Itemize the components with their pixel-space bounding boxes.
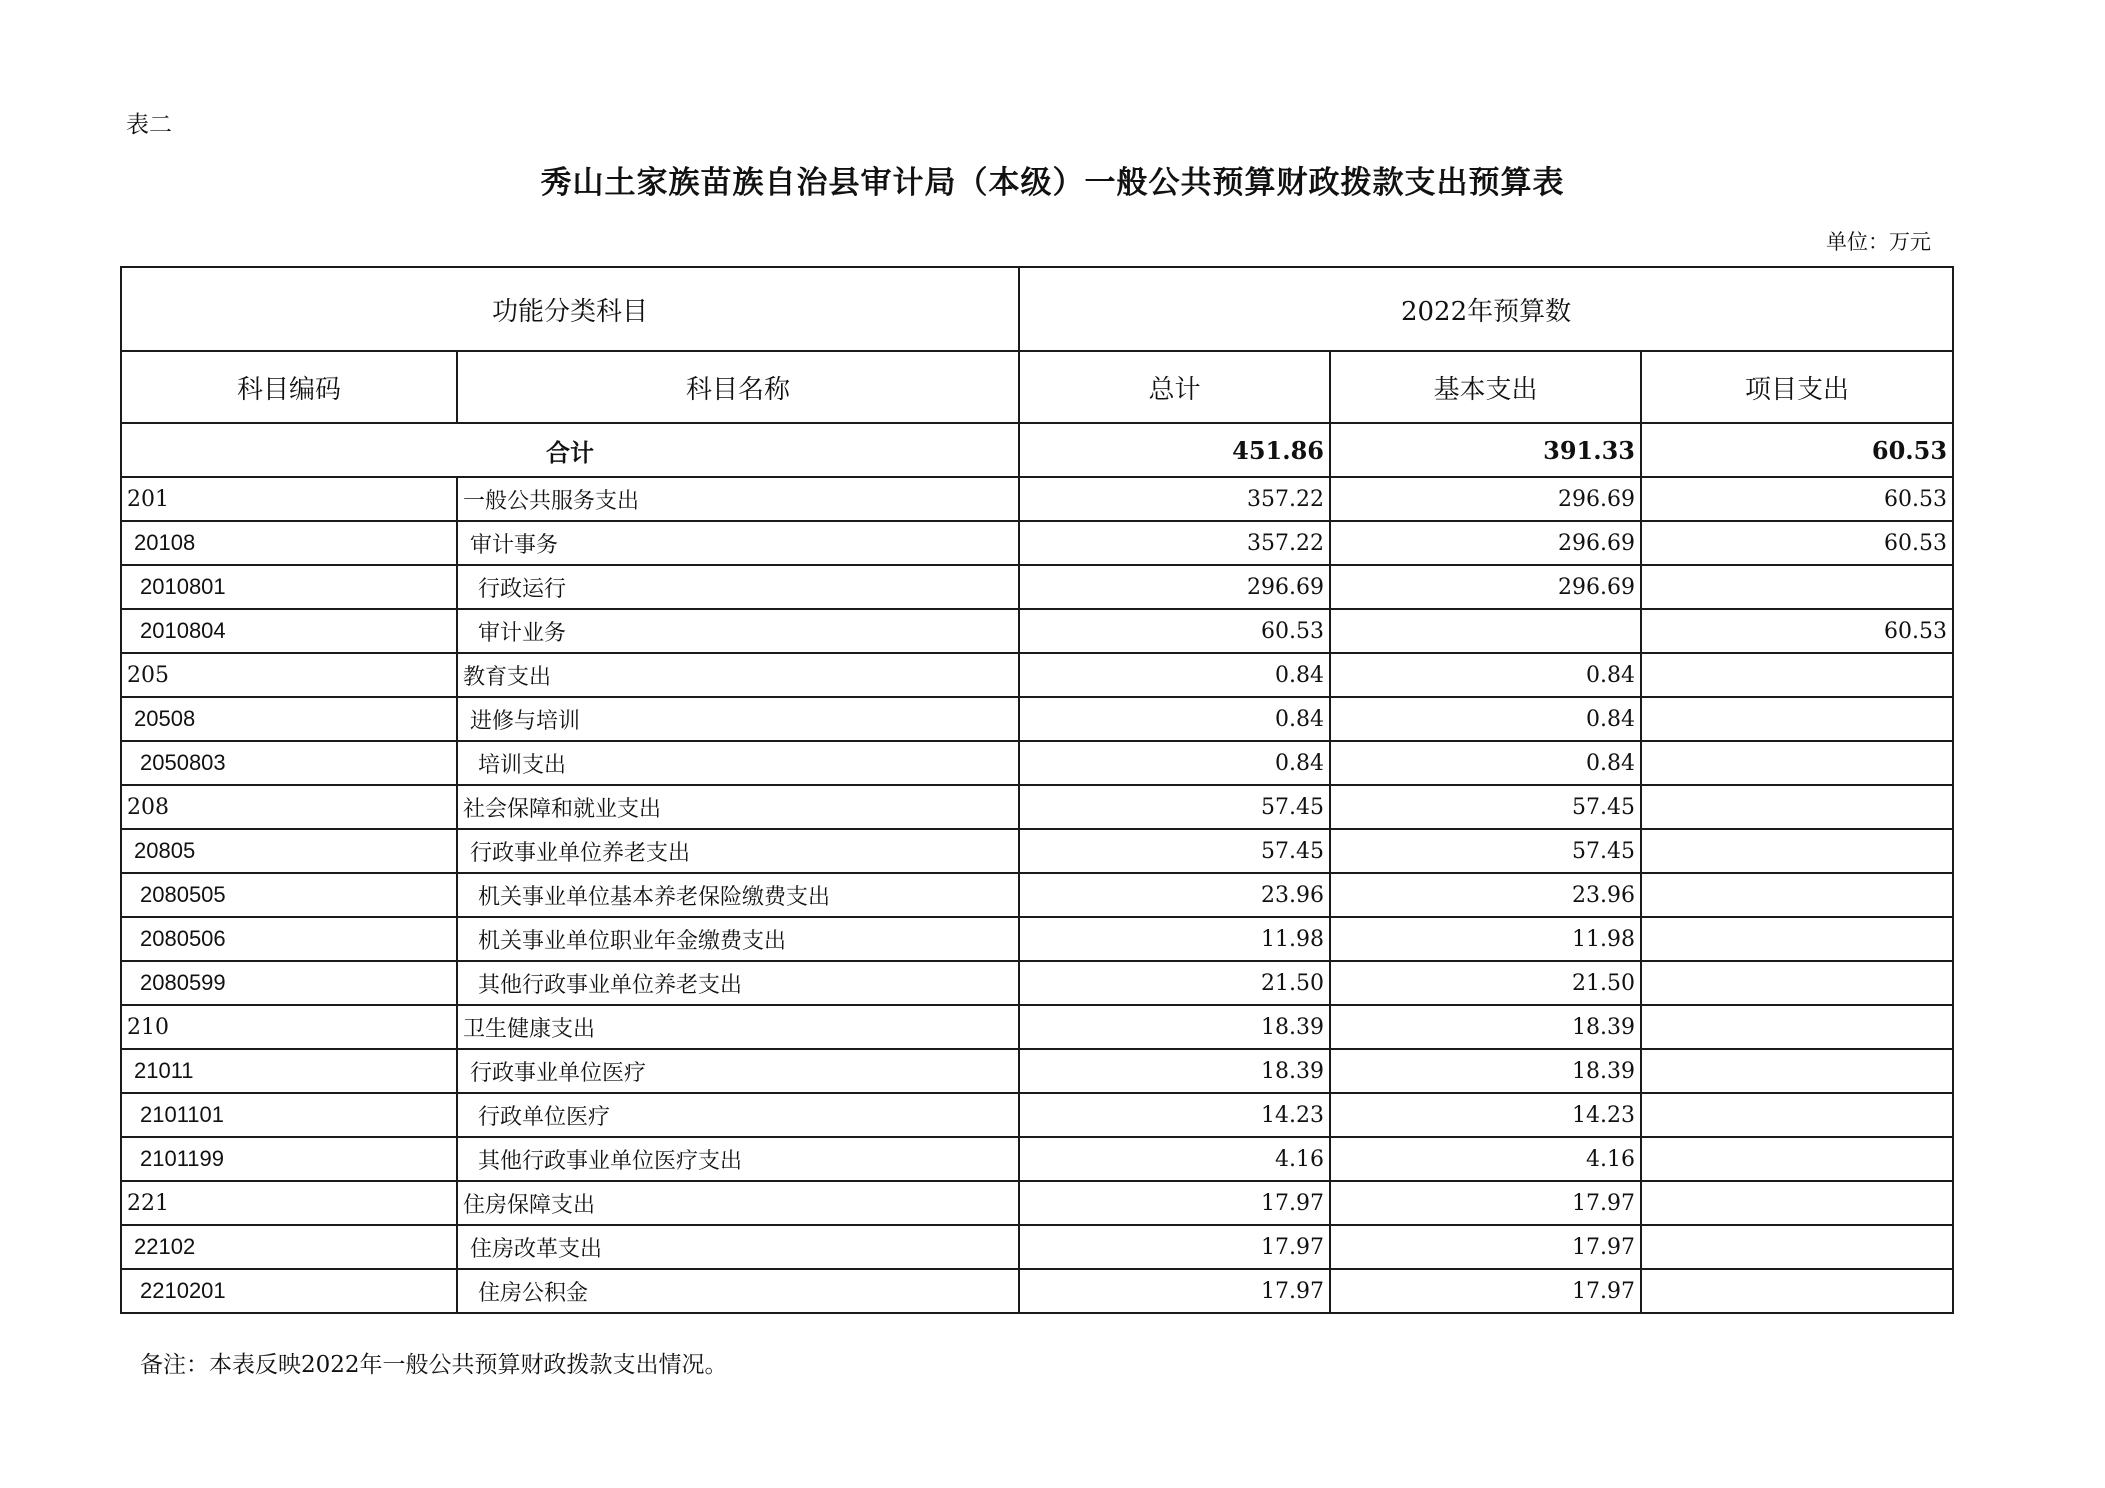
cell-project xyxy=(1641,1093,1953,1137)
cell-project xyxy=(1641,961,1953,1005)
cell-total: 14.23 xyxy=(1019,1093,1330,1137)
header-code: 科目编码 xyxy=(121,351,457,423)
cell-name: 卫生健康支出 xyxy=(457,1005,1019,1049)
cell-project xyxy=(1641,917,1953,961)
cell-project xyxy=(1641,785,1953,829)
cell-code: 2050803 xyxy=(121,741,457,785)
cell-name: 机关事业单位职业年金缴费支出 xyxy=(457,917,1019,961)
table-row xyxy=(121,477,1953,521)
cell-total: 0.84 xyxy=(1019,741,1330,785)
cell-total: 296.69 xyxy=(1019,565,1330,609)
header-budget-2022: 2022年预算数 xyxy=(1019,267,1953,351)
cell-basic xyxy=(1330,609,1641,653)
cell-basic: 296.69 xyxy=(1330,521,1641,565)
cell-name: 培训支出 xyxy=(457,741,1019,785)
cell-total: 21.50 xyxy=(1019,961,1330,1005)
cell-total: 60.53 xyxy=(1019,609,1330,653)
cell-code: 2010804 xyxy=(121,609,457,653)
cell-name: 住房改革支出 xyxy=(457,1225,1019,1269)
cell-basic: 0.84 xyxy=(1330,697,1641,741)
total-cell-basic: 391.33 xyxy=(1330,423,1641,477)
table-row xyxy=(121,1269,1953,1313)
table-row xyxy=(121,1137,1953,1181)
total-cell-total: 451.86 xyxy=(1019,423,1330,477)
table-label: 表二 xyxy=(126,112,172,138)
cell-code: 201 xyxy=(121,477,457,521)
cell-basic: 57.45 xyxy=(1330,785,1641,829)
cell-code: 2101199 xyxy=(121,1137,457,1181)
cell-code: 210 xyxy=(121,1005,457,1049)
table-row xyxy=(121,829,1953,873)
cell-project xyxy=(1641,565,1953,609)
table-row xyxy=(121,741,1953,785)
cell-project: 60.53 xyxy=(1641,477,1953,521)
cell-basic: 17.97 xyxy=(1330,1269,1641,1313)
cell-project xyxy=(1641,1181,1953,1225)
cell-code: 2080506 xyxy=(121,917,457,961)
cell-total: 17.97 xyxy=(1019,1225,1330,1269)
cell-basic: 0.84 xyxy=(1330,653,1641,697)
cell-name: 住房公积金 xyxy=(457,1269,1019,1313)
cell-basic: 296.69 xyxy=(1330,565,1641,609)
cell-name: 机关事业单位基本养老保险缴费支出 xyxy=(457,873,1019,917)
table-row xyxy=(121,521,1953,565)
cell-basic: 23.96 xyxy=(1330,873,1641,917)
cell-total: 17.97 xyxy=(1019,1181,1330,1225)
cell-project xyxy=(1641,873,1953,917)
table-row xyxy=(121,961,1953,1005)
cell-name: 社会保障和就业支出 xyxy=(457,785,1019,829)
cell-code: 21011 xyxy=(121,1049,457,1093)
cell-name: 行政运行 xyxy=(457,565,1019,609)
cell-code: 2101101 xyxy=(121,1093,457,1137)
cell-name: 进修与培训 xyxy=(457,697,1019,741)
cell-code: 2080599 xyxy=(121,961,457,1005)
cell-project xyxy=(1641,1005,1953,1049)
table-row xyxy=(121,1093,1953,1137)
cell-name: 教育支出 xyxy=(457,653,1019,697)
cell-total: 357.22 xyxy=(1019,477,1330,521)
page-title: 秀山土家族苗族自治县审计局（本级）一般公共预算财政拨款支出预算表 xyxy=(540,165,1565,201)
cell-basic: 14.23 xyxy=(1330,1093,1641,1137)
table-row xyxy=(121,609,1953,653)
cell-total: 357.22 xyxy=(1019,521,1330,565)
total-row xyxy=(121,423,1953,477)
footnote: 备注：本表反映2022年一般公共预算财政拨款支出情况。 xyxy=(140,1352,728,1378)
table-row xyxy=(121,565,1953,609)
cell-total: 4.16 xyxy=(1019,1137,1330,1181)
cell-total: 57.45 xyxy=(1019,829,1330,873)
cell-code: 2210201 xyxy=(121,1269,457,1313)
cell-project: 60.53 xyxy=(1641,609,1953,653)
table-row xyxy=(121,1225,1953,1269)
cell-basic: 4.16 xyxy=(1330,1137,1641,1181)
table-row xyxy=(121,917,1953,961)
cell-basic: 57.45 xyxy=(1330,829,1641,873)
table-row xyxy=(121,653,1953,697)
cell-project: 60.53 xyxy=(1641,521,1953,565)
header-group-row xyxy=(121,267,1953,351)
cell-code: 2080505 xyxy=(121,873,457,917)
cell-total: 18.39 xyxy=(1019,1049,1330,1093)
budget-table xyxy=(120,266,1954,1314)
cell-name: 一般公共服务支出 xyxy=(457,477,1019,521)
header-column-row xyxy=(121,351,1953,423)
cell-project xyxy=(1641,1137,1953,1181)
cell-project xyxy=(1641,653,1953,697)
cell-name: 其他行政事业单位养老支出 xyxy=(457,961,1019,1005)
table-row xyxy=(121,1049,1953,1093)
cell-project xyxy=(1641,1269,1953,1313)
cell-basic: 0.84 xyxy=(1330,741,1641,785)
header-project: 项目支出 xyxy=(1641,351,1953,423)
header-name: 科目名称 xyxy=(457,351,1019,423)
header-function-category: 功能分类科目 xyxy=(121,267,1019,351)
cell-total: 0.84 xyxy=(1019,697,1330,741)
cell-total: 57.45 xyxy=(1019,785,1330,829)
table-row xyxy=(121,697,1953,741)
cell-code: 205 xyxy=(121,653,457,697)
total-cell-project: 60.53 xyxy=(1641,423,1953,477)
cell-total: 17.97 xyxy=(1019,1269,1330,1313)
cell-basic: 18.39 xyxy=(1330,1005,1641,1049)
table-row xyxy=(121,785,1953,829)
cell-basic: 11.98 xyxy=(1330,917,1641,961)
cell-code: 2010801 xyxy=(121,565,457,609)
cell-total: 18.39 xyxy=(1019,1005,1330,1049)
header-total: 总计 xyxy=(1019,351,1330,423)
cell-basic: 18.39 xyxy=(1330,1049,1641,1093)
cell-name: 行政单位医疗 xyxy=(457,1093,1019,1137)
cell-total: 11.98 xyxy=(1019,917,1330,961)
cell-code: 20805 xyxy=(121,829,457,873)
table-row xyxy=(121,1181,1953,1225)
unit-label: 单位：万元 xyxy=(1826,230,1931,254)
cell-project xyxy=(1641,1049,1953,1093)
table-body xyxy=(121,423,1953,1313)
cell-project xyxy=(1641,697,1953,741)
cell-name: 其他行政事业单位医疗支出 xyxy=(457,1137,1019,1181)
table-row xyxy=(121,1005,1953,1049)
cell-code: 20108 xyxy=(121,521,457,565)
cell-project xyxy=(1641,829,1953,873)
cell-project xyxy=(1641,741,1953,785)
cell-basic: 17.97 xyxy=(1330,1181,1641,1225)
table-row xyxy=(121,873,1953,917)
cell-code: 221 xyxy=(121,1181,457,1225)
cell-project xyxy=(1641,1225,1953,1269)
total-label: 合计 xyxy=(121,423,1019,477)
cell-basic: 296.69 xyxy=(1330,477,1641,521)
cell-total: 0.84 xyxy=(1019,653,1330,697)
cell-name: 行政事业单位养老支出 xyxy=(457,829,1019,873)
cell-name: 行政事业单位医疗 xyxy=(457,1049,1019,1093)
cell-basic: 17.97 xyxy=(1330,1225,1641,1269)
cell-name: 审计事务 xyxy=(457,521,1019,565)
cell-total: 23.96 xyxy=(1019,873,1330,917)
cell-name: 审计业务 xyxy=(457,609,1019,653)
cell-code: 208 xyxy=(121,785,457,829)
header-basic: 基本支出 xyxy=(1330,351,1641,423)
cell-name: 住房保障支出 xyxy=(457,1181,1019,1225)
cell-code: 20508 xyxy=(121,697,457,741)
cell-code: 22102 xyxy=(121,1225,457,1269)
cell-basic: 21.50 xyxy=(1330,961,1641,1005)
